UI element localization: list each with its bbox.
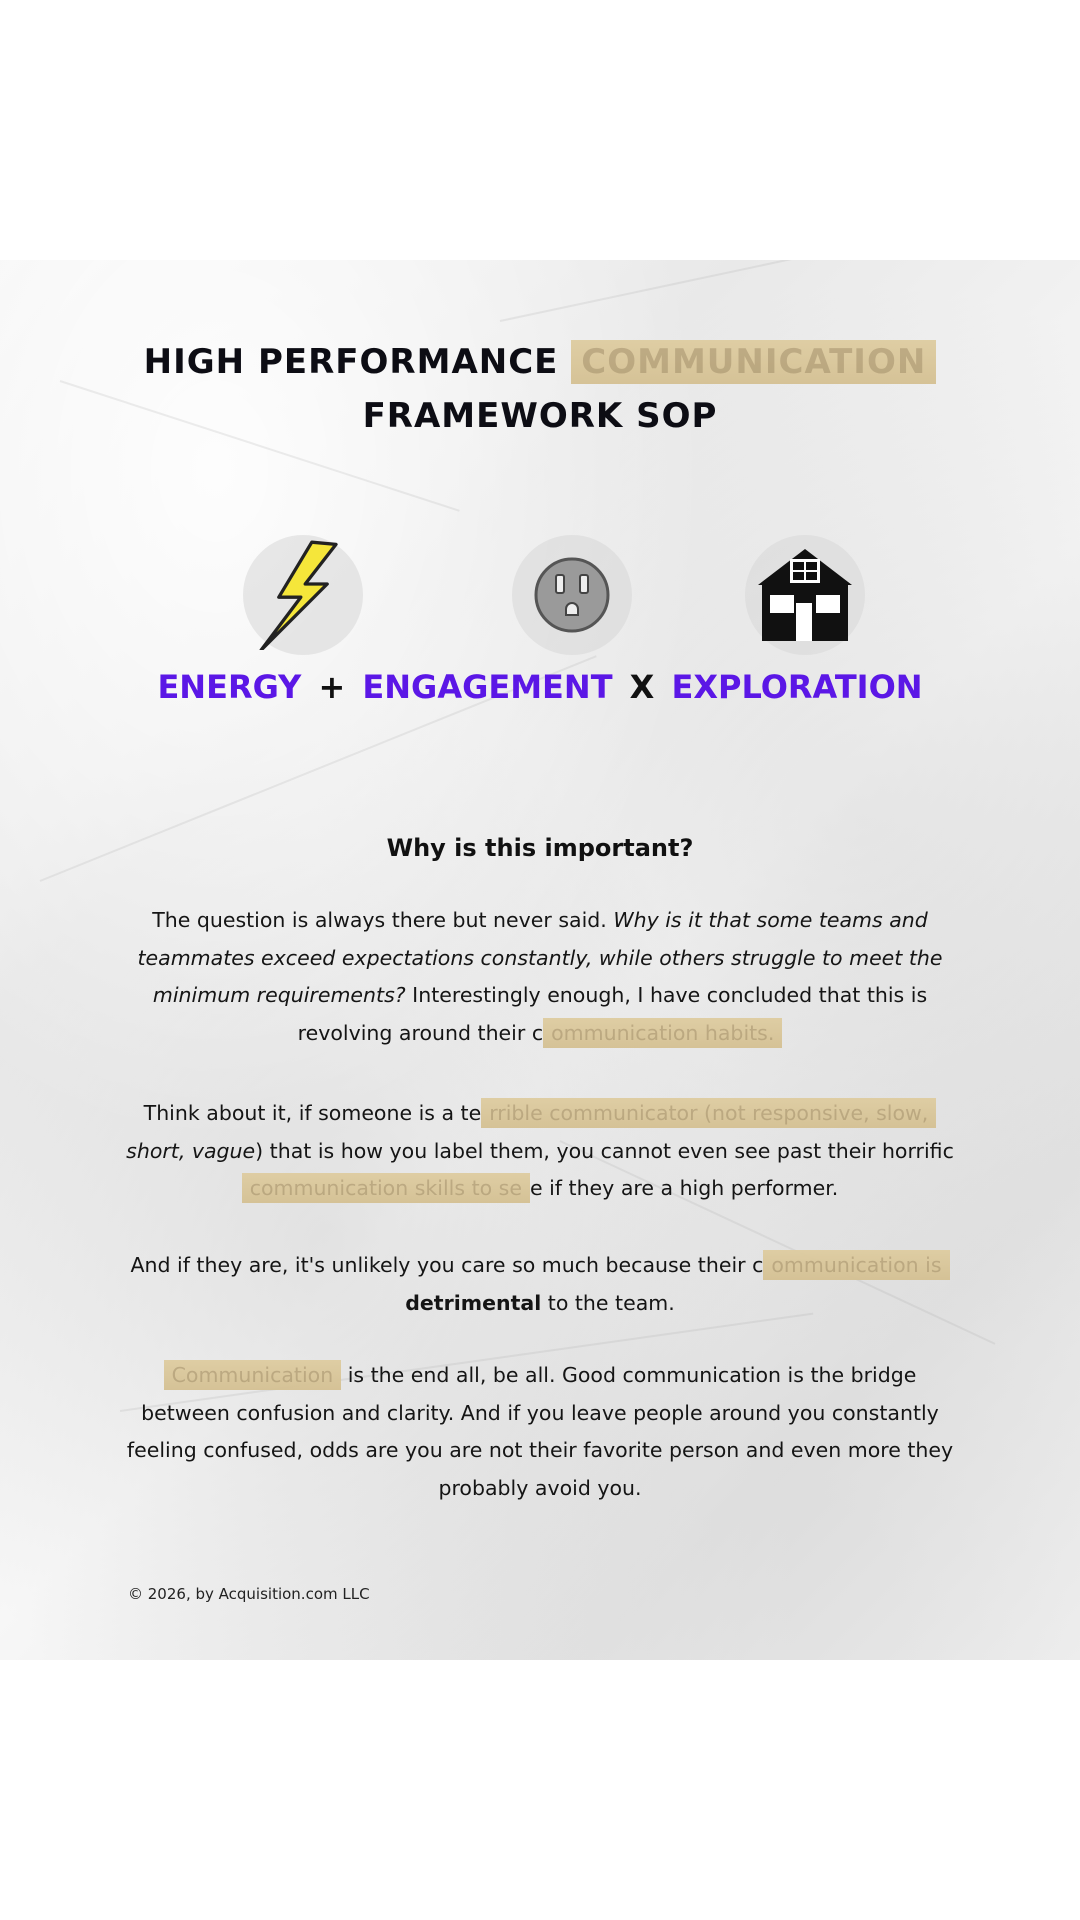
p1-text: The question is always there but never said. bbox=[152, 908, 614, 932]
copyright-footer: © 2026, by Acquisition.com LLC bbox=[128, 1585, 370, 1603]
p1-text-2: Interestingly enough, I have concluded that this is revolving around their c bbox=[297, 983, 928, 1045]
taped-title-word: COMMUNICATION bbox=[571, 340, 936, 384]
formula-term-energy: ENERGY bbox=[157, 668, 302, 706]
p4-text: is the end all, be all. Good communication is the bridge between confusion and clarity. And if you leave people around you constantly feeling confused, odds are you are not their favorite person and even more they probably avoid you. bbox=[126, 1363, 954, 1500]
p3-text: And if they are, it's unlikely you care so much because their c bbox=[130, 1253, 764, 1277]
p3-text-2: to the team. bbox=[541, 1290, 675, 1315]
icon-row bbox=[0, 535, 1080, 655]
p2-taped-text: rrible communicator (not responsive, slow, bbox=[481, 1098, 936, 1128]
p2-text: Think about it, if someone is a te bbox=[143, 1101, 482, 1125]
framework-formula bbox=[0, 668, 1080, 706]
outlet-icon bbox=[512, 535, 632, 655]
house-icon bbox=[745, 535, 865, 655]
p4-taped-text: Communication bbox=[164, 1360, 342, 1390]
title-text: HIGH PERFORMANCE bbox=[143, 342, 559, 382]
lightning-icon bbox=[243, 535, 363, 655]
paper-document bbox=[0, 260, 1080, 1660]
paper-crease bbox=[500, 260, 989, 322]
p1-taped-text: ommunication habits. bbox=[543, 1018, 782, 1048]
document-title-line1 bbox=[0, 340, 1080, 384]
p3-taped-text: ommunication is bbox=[763, 1250, 949, 1280]
p3-bold-text: detrimental bbox=[405, 1290, 542, 1315]
p2-text-2: ) that is how you label them, you cannot even see past their horrific bbox=[255, 1138, 954, 1163]
p2-taped-text-2: communication skills to se bbox=[242, 1173, 530, 1203]
formula-term-exploration: EXPLORATION bbox=[671, 668, 923, 706]
paragraph-2 bbox=[125, 1095, 955, 1208]
p1-italic-question: Why is it that some teams and teammates exceed expectations constantly, while others struggle to meet the minimum requirements? bbox=[137, 908, 943, 1007]
paragraph-1 bbox=[125, 902, 955, 1052]
section-heading: Why is this important? bbox=[386, 834, 694, 862]
paragraph-3 bbox=[125, 1247, 955, 1322]
paragraph-4 bbox=[125, 1357, 955, 1507]
formula-term-engagement: ENGAGEMENT bbox=[362, 668, 613, 706]
document-title-line2: FRAMEWORK SOP bbox=[362, 396, 718, 436]
p2-italic-text: short, vague bbox=[126, 1138, 256, 1163]
formula-operator-times: X bbox=[629, 668, 655, 706]
formula-operator-plus: + bbox=[318, 668, 346, 706]
p2-text-3: e if they are a high performer. bbox=[529, 1176, 839, 1200]
